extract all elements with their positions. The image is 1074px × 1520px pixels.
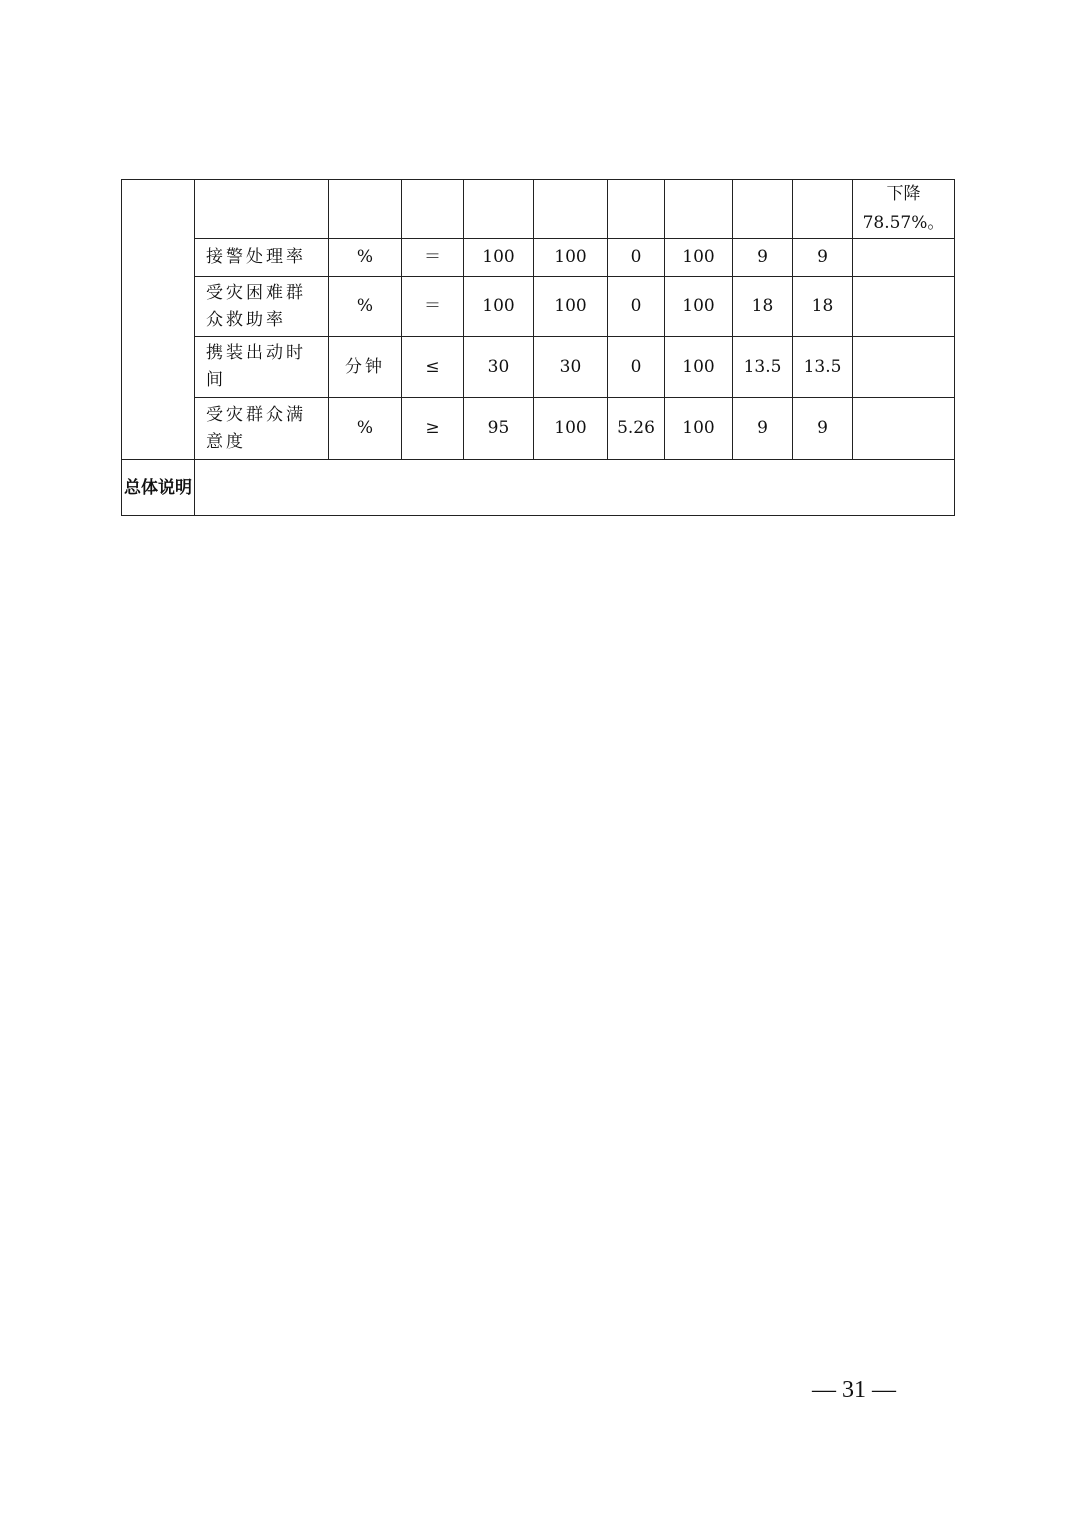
score-cell: 9 (793, 239, 853, 277)
deviation-cell: 0 (608, 277, 665, 337)
unit-cell: % (329, 239, 402, 277)
indicator-name-cell: 携装出动时间 (195, 337, 329, 398)
operator-cell: ≥ (402, 398, 464, 460)
target-value-cell: 30 (464, 337, 534, 398)
target-value-cell: 100 (464, 277, 534, 337)
score-ratio-cell: 100 (665, 239, 733, 277)
score-ratio-cell: 100 (665, 398, 733, 460)
operator-cell: ＝ (402, 239, 464, 277)
indicator-name-cell: 受灾群众满意度 (195, 398, 329, 460)
table-row (122, 398, 955, 460)
deviation-cell: 5.26 (608, 398, 665, 460)
score-ratio-cell: 100 (665, 337, 733, 398)
category-cell-merged (122, 180, 195, 460)
indicator-name-cell: 受灾困难群众救助率 (195, 277, 329, 337)
actual-value-cell: 100 (534, 239, 608, 277)
note-cell (853, 239, 955, 277)
actual-value-cell: 100 (534, 398, 608, 460)
table-row (122, 239, 955, 277)
score-cell (793, 180, 853, 239)
note-cell (853, 398, 955, 460)
deviation-cell (608, 180, 665, 239)
target-value-cell (464, 180, 534, 239)
weight-cell: 9 (733, 398, 793, 460)
actual-value-cell: 30 (534, 337, 608, 398)
score-cell: 13.5 (793, 337, 853, 398)
weight-cell (733, 180, 793, 239)
note-cell (853, 277, 955, 337)
indicator-name-cell (195, 180, 329, 239)
score-ratio-cell: 100 (665, 277, 733, 337)
target-value-cell: 95 (464, 398, 534, 460)
score-ratio-cell (665, 180, 733, 239)
unit-cell: % (329, 277, 402, 337)
note-cell: 下降78.57%。 (853, 180, 955, 239)
operator-cell (402, 180, 464, 239)
performance-indicator-table (121, 179, 955, 516)
page-number: — 31 — (812, 1377, 896, 1403)
deviation-cell: 0 (608, 239, 665, 277)
summary-content (195, 460, 955, 516)
operator-cell: ≤ (402, 337, 464, 398)
table-row (122, 277, 955, 337)
actual-value-cell (534, 180, 608, 239)
unit-cell (329, 180, 402, 239)
deviation-cell: 0 (608, 337, 665, 398)
weight-cell: 9 (733, 239, 793, 277)
indicator-name-cell: 接警处理率 (195, 239, 329, 277)
target-value-cell: 100 (464, 239, 534, 277)
table-row-continued (122, 180, 955, 239)
summary-label: 总体说明 (122, 460, 195, 516)
table-row (122, 337, 955, 398)
unit-cell: 分钟 (329, 337, 402, 398)
score-cell: 18 (793, 277, 853, 337)
unit-cell: % (329, 398, 402, 460)
actual-value-cell: 100 (534, 277, 608, 337)
operator-cell: ＝ (402, 277, 464, 337)
score-cell: 9 (793, 398, 853, 460)
summary-row (122, 460, 955, 516)
note-cell (853, 337, 955, 398)
weight-cell: 13.5 (733, 337, 793, 398)
weight-cell: 18 (733, 277, 793, 337)
